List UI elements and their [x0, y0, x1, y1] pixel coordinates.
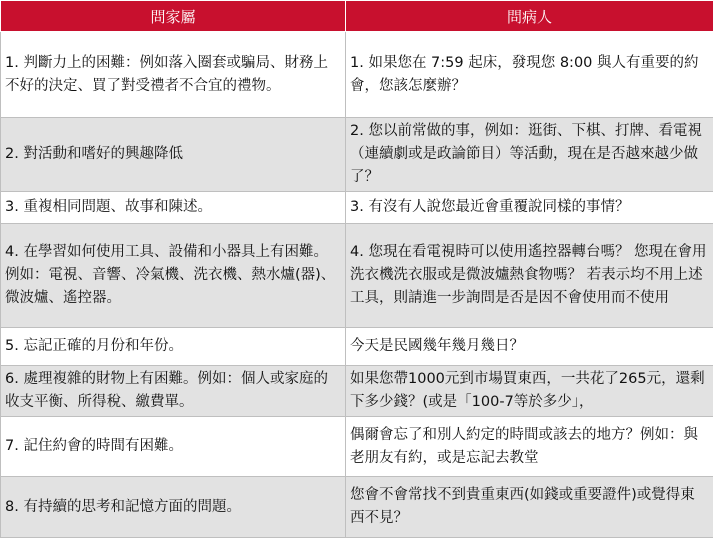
patient-question-cell: 如果您帶1000元到市場買東西，一共花了265元，還剩下多少錢？(或是「100-7等於多少」， — [346, 366, 713, 417]
family-question-cell: 8. 有持續的思考和記憶方面的問題。 — [1, 477, 346, 538]
table-header-row — [1, 1, 713, 32]
header-ask-family: 問家屬 — [1, 1, 346, 32]
table-row — [1, 477, 713, 538]
family-question-cell: 5. 忘記正確的月份和年份。 — [1, 328, 346, 366]
patient-question-cell: 偶爾會忘了和別人約定的時間或該去的地方？例如：與老朋友有約，或是忘記去教堂 — [346, 417, 713, 477]
patient-question-cell: 2. 您以前常做的事，例如：逛街、下棋、打牌、看電視（連續劇或是政論節目）等活動，現在是否越來越少做了？ — [346, 118, 713, 192]
patient-question-cell: 今天是民國幾年幾月幾日？ — [346, 328, 713, 366]
family-question-cell: 3. 重複相同問題、故事和陳述。 — [1, 192, 346, 224]
family-question-cell: 6. 處理複雜的財物上有困難。例如：個人或家庭的收支平衡、所得稅、繳費單。 — [1, 366, 346, 417]
table-row — [1, 32, 713, 118]
table-row — [1, 328, 713, 366]
table-row — [1, 118, 713, 192]
table-row — [1, 417, 713, 477]
patient-question-cell: 1. 如果您在 7:59 起床，發現您 8:00 與人有重要的約會，您該怎麼辦？ — [346, 32, 713, 118]
family-question-cell: 1. 判斷力上的困難：例如落入圈套或騙局、財務上不好的決定、買了對受禮者不合宜的禮物。 — [1, 32, 346, 118]
family-question-cell: 4. 在學習如何使用工具、設備和小器具上有困難。例如：電視、音響、冷氣機、洗衣機、熱水爐(器)、微波爐、遙控器。 — [1, 224, 346, 328]
patient-question-cell: 3. 有沒有人說您最近會重覆說同樣的事情？ — [346, 192, 713, 224]
patient-question-cell: 4. 您現在看電視時可以使用遙控器轉台嗎？ 您現在會用洗衣機洗衣服或是微波爐熱食物嗎？ 若表示均不用上述工具，則請進一步詢問是否是因不會使用而不使用 — [346, 224, 713, 328]
table-row — [1, 224, 713, 328]
table-row — [1, 192, 713, 224]
table-row — [1, 366, 713, 417]
patient-question-cell: 您會不會常找不到貴重東西(如錢或重要證件)或覺得東西不見？ — [346, 477, 713, 538]
family-question-cell: 7. 記住約會的時間有困難。 — [1, 417, 346, 477]
family-question-cell: 2. 對活動和嗜好的興趣降低 — [1, 118, 346, 192]
header-ask-patient: 問病人 — [346, 1, 713, 32]
